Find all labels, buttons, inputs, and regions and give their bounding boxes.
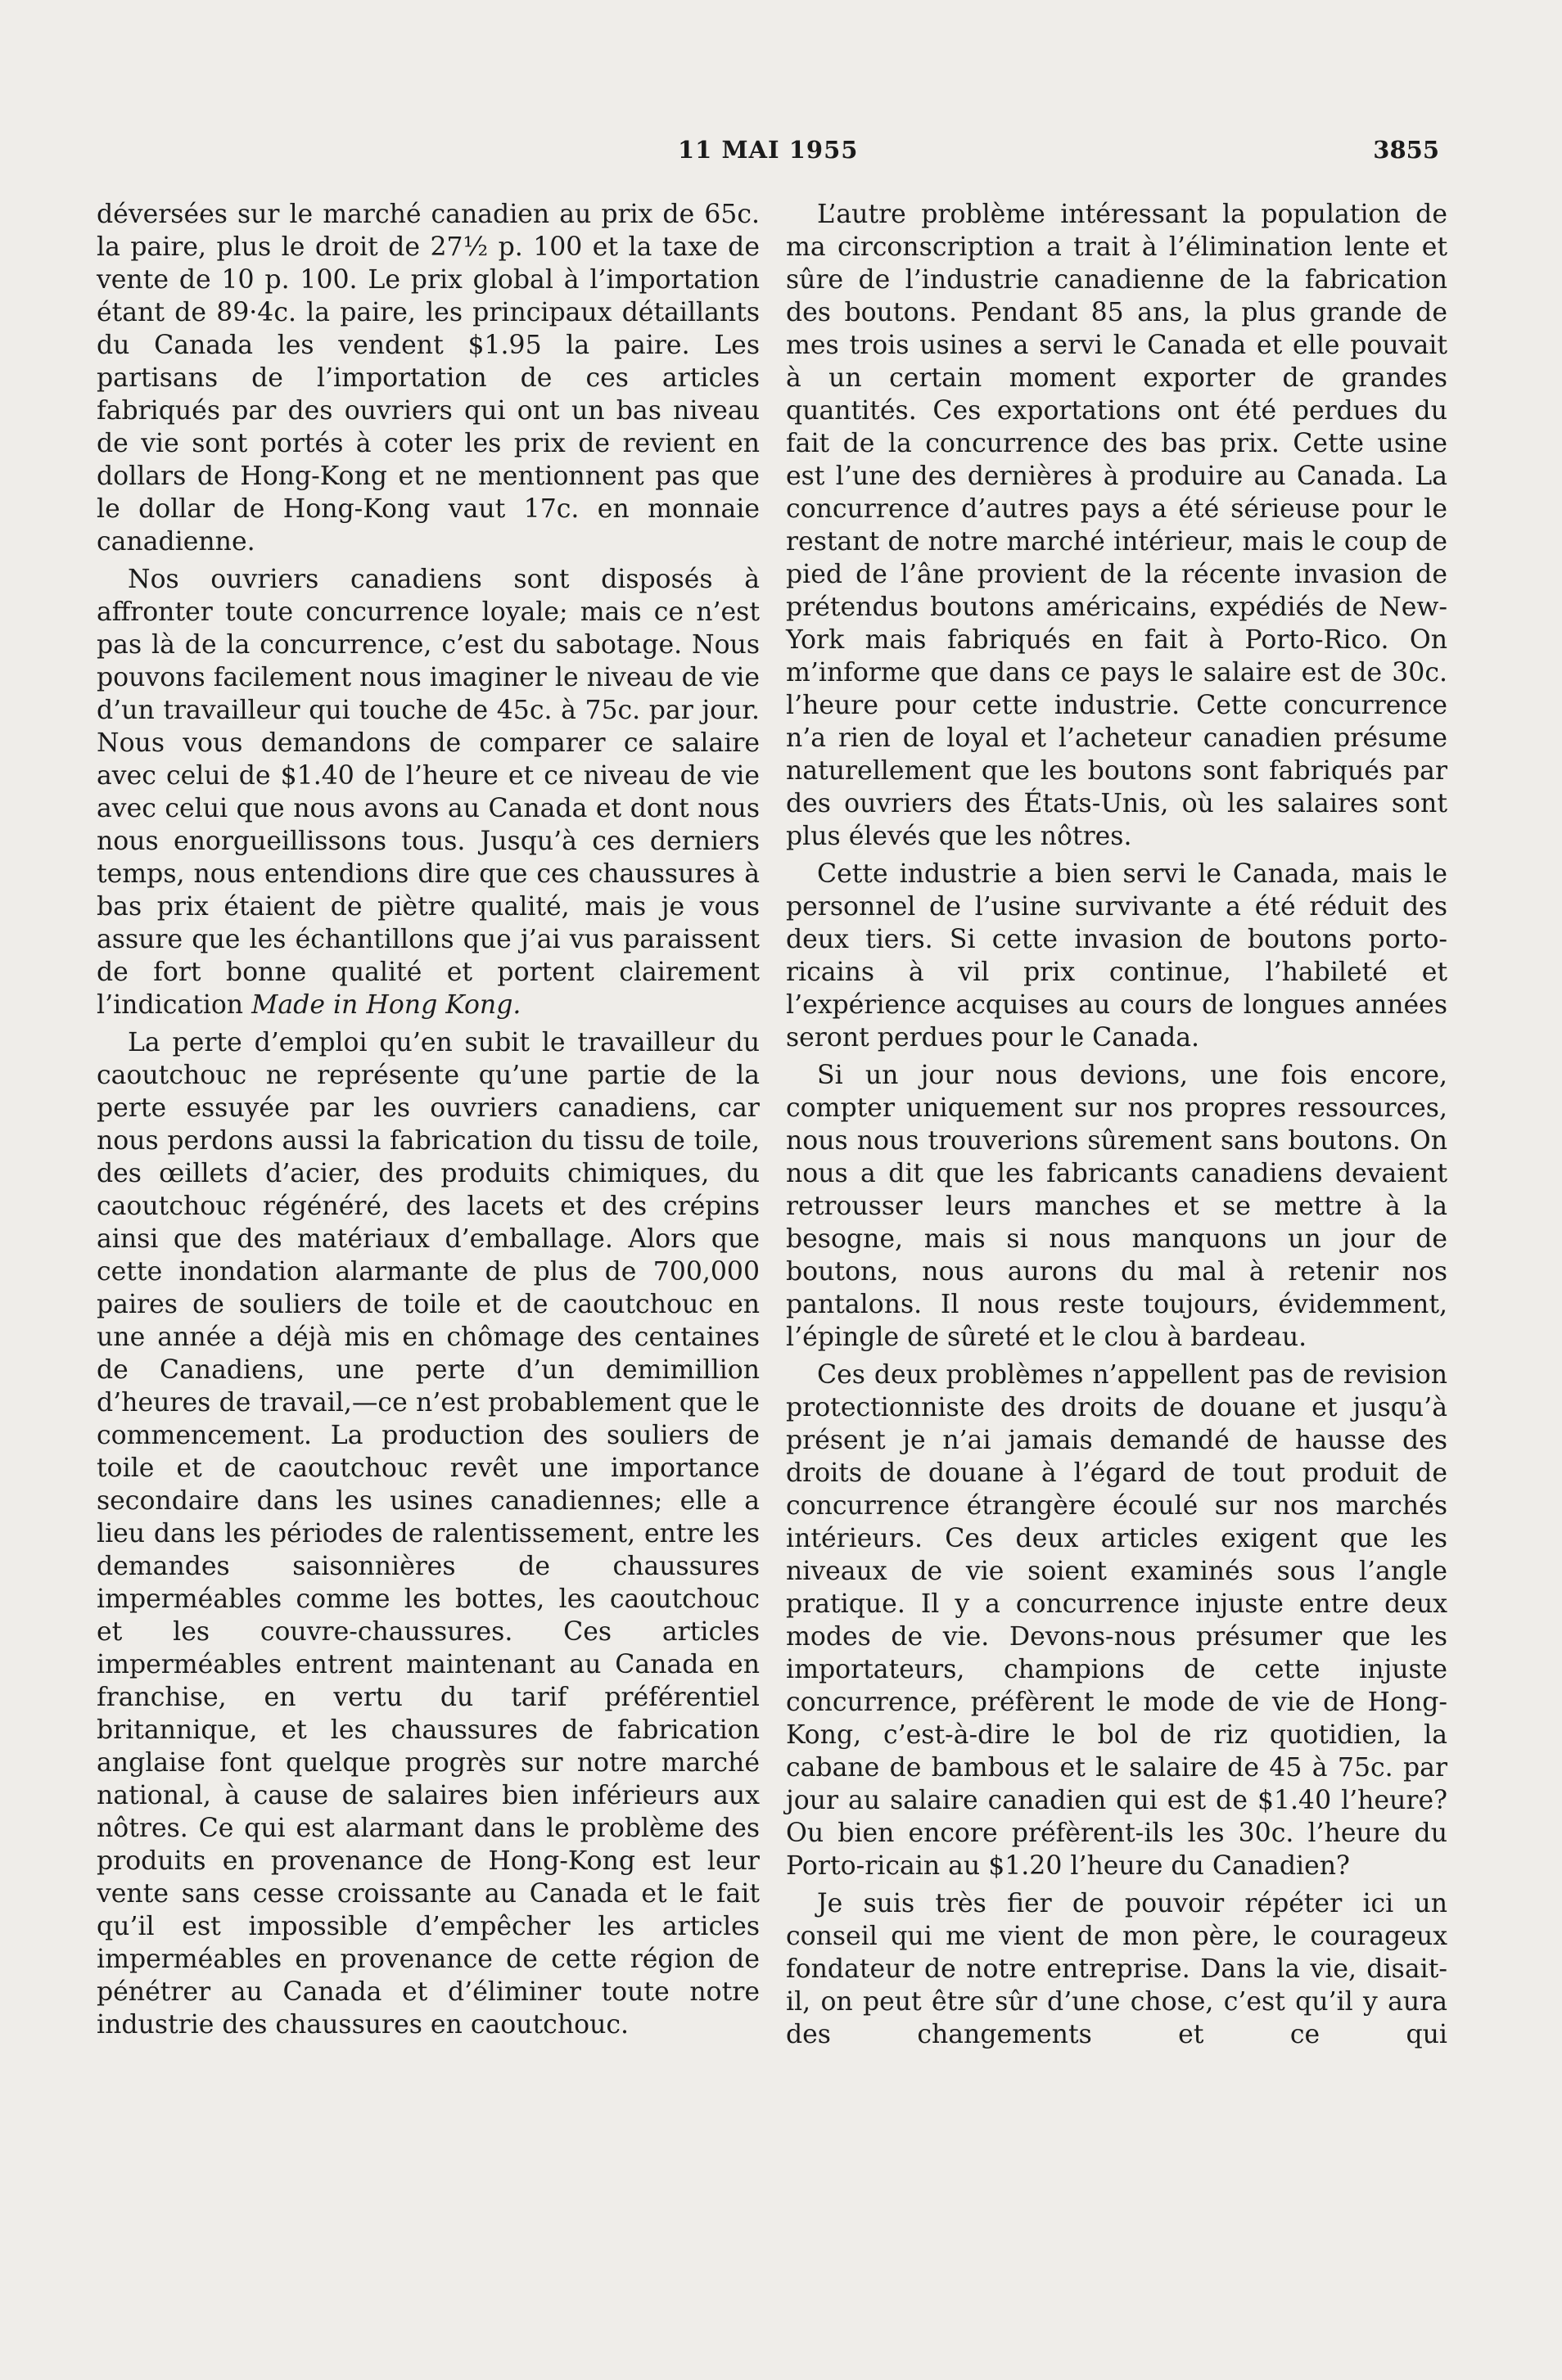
- page-header: [97, 136, 1439, 169]
- right-paragraph-1: L’autre problème intéressant la population de ma circonscription a trait à l’élimination lente et sûre de l’industrie canadienne de la fabrication des boutons. Pendant 85 ans, la plus grande de mes trois usines a servi le Canada et elle pouvait à un certain moment exporter de grandes quantités. Ces exportations ont été perdues du fait de la concurrence des bas prix. Cette usine est l’une des dernières à produire au Canada. La concurrence d’autres pays a été sérieuse pour le restant de notre marché intérieur, mais le coup de pied de l’âne provient de la récente invasion de prétendus boutons américains, expédiés de New-York mais fabriqués en fait à Porto-Rico. On m’informe que dans ce pays le salaire est de 30c. l’heure pour cette industrie. Cette concurrence n’a rien de loyal et l’acheteur canadien présume naturellement que les boutons sont fabriqués par des ouvriers des États-Unis, où les salaires sont plus élevés que les nôtres.: [786, 200, 1447, 851]
- right-paragraph-4: Ces deux problèmes n’appellent pas de revision protectionniste des droits de douane et jusqu’à présent je n’ai jamais demandé de hausse des droits de douane à l’égard de tout produit de concurrence étrangère écoulé sur nos marchés intérieurs. Ces deux articles exigent que les niveaux de vie soient examinés sous l’angle pratique. Il y a concurrence injuste entre deux modes de vie. Devons-nous présumer que les importateurs, champions de cette injuste concurrence, préfèrent le mode de vie de Hong-Kong, c’est-à-dire le bol de riz quotidien, la cabane de bambous et le salaire de 45 à 75c. par jour au salaire canadien qui est de $1.40 l’heure? Ou bien encore préfèrent-ils les 30c. l’heure du Porto-ricain au $1.20 l’heure du Canadien?: [786, 1360, 1447, 1881]
- right-column: [786, 198, 1447, 2056]
- left-paragraph-1: déversées sur le marché canadien au prix de 65c. la paire, plus le droit de 27½ p. 100 et la taxe de vente de 10 p. 100. Le prix global à l’importation étant de 89·4c. la paire, les principaux détaillants du Canada les vendent $1.95 la paire. Les partisans de l’importation de ces articles fabriqués par des ouvriers qui ont un bas niveau de vie sont portés à coter les prix de revient en dollars de Hong-Kong et ne mentionnent pas que le dollar de Hong-Kong vaut 17c. en monnaie canadienne.: [97, 200, 760, 557]
- right-paragraph-5: Je suis très fier de pouvoir répéter ici un conseil qui me vient de mon père, le courageux fondateur de notre entreprise. Dans la vie, disait-il, on peut être sûr d’une chose, c’est qu’il y aura des changements et ce qui: [786, 1889, 1447, 2049]
- right-paragraph-3: Si un jour nous devions, une fois encore, compter uniquement sur nos propres ressources, nous nous trouverions sûrement sans boutons. On nous a dit que les fabricants canadiens devaient retrousser leurs manches et se mettre à la besogne, mais si nous manquons un jour de boutons, nous aurons du mal à retenir nos pantalons. Il nous reste toujours, évidemment, l’épingle de sûreté et le clou à bardeau.: [786, 1061, 1447, 1352]
- page-number: 3855: [1373, 136, 1439, 164]
- left-paragraph-2-text: Nos ouvriers canadiens sont disposés à affronter toute concurrence loyale; mais ce n’est pas là de la concurrence, c’est du sabotage. Nous pouvons facilement nous imaginer le niveau de vie d’un travailleur qui touche de 45c. à 75c. par jour. Nous vous demandons de comparer ce salaire avec celui de $1.40 de l’heure et ce niveau de vie avec celui que nous avons au Canada et dont nous nous enorgueillissons tous. Jusqu’à ces derniers temps, nous entendions dire que ces chaussures à bas prix étaient de piètre qualité, mais je vous assure que les échantillons que j’ai vus paraissent de fort bonne qualité et portent clairement l’indication: [97, 565, 760, 1020]
- header-date: 11 MAI 1955: [678, 136, 859, 164]
- made-in-hong-kong-italic: Made in Hong Kong.: [251, 990, 521, 1020]
- left-paragraph-3: La perte d’emploi qu’en subit le travailleur du caoutchouc ne représente qu’une partie de la perte essuyée par les ouvriers canadiens, car nous perdons aussi la fabrication du tissu de toile, des œillets d’acier, des produits chimiques, du caoutchouc régénéré, des lacets et des crépins ainsi que des matériaux d’emballage. Alors que cette inondation alarmante de plus de 700,000 paires de souliers de toile et de caoutchouc en une année a déjà mis en chômage des centaines de Canadiens, une perte d’un demimillion d’heures de travail,—ce n’est probablement que le commencement. La production des souliers de toile et de caoutchouc revêt une importance secondaire dans les usines canadiennes; elle a lieu dans les périodes de ralentissement, entre les demandes saisonnières de chaussures imperméables comme les bottes, les caoutchouc et les couvre-chaussures. Ces articles imperméables entrent maintenant au Canada en franchise, en vertu du tarif préférentiel britannique, et les chaussures de fabrication anglaise font quelque progrès sur notre marché national, à cause de salaires bien inférieurs aux nôtres. Ce qui est alarmant dans le problème des produits en provenance de Hong-Kong est leur vente sans cesse croissante au Canada et le fait qu’il est impossible d’empêcher les articles imperméables en provenance de cette région de pénétrer au Canada et d’éliminer toute notre industrie des chaussures en caoutchouc.: [97, 1028, 760, 2040]
- right-paragraph-2: Cette industrie a bien servi le Canada, mais le personnel de l’usine survivante a été réduit des deux tiers. Si cette invasion de boutons porto-ricains à vil prix continue, l’habileté et l’expérience acquises au cours de longues années seront perdues pour le Canada.: [786, 859, 1447, 1053]
- left-paragraph-2: [97, 563, 760, 1021]
- left-column: [97, 198, 760, 2046]
